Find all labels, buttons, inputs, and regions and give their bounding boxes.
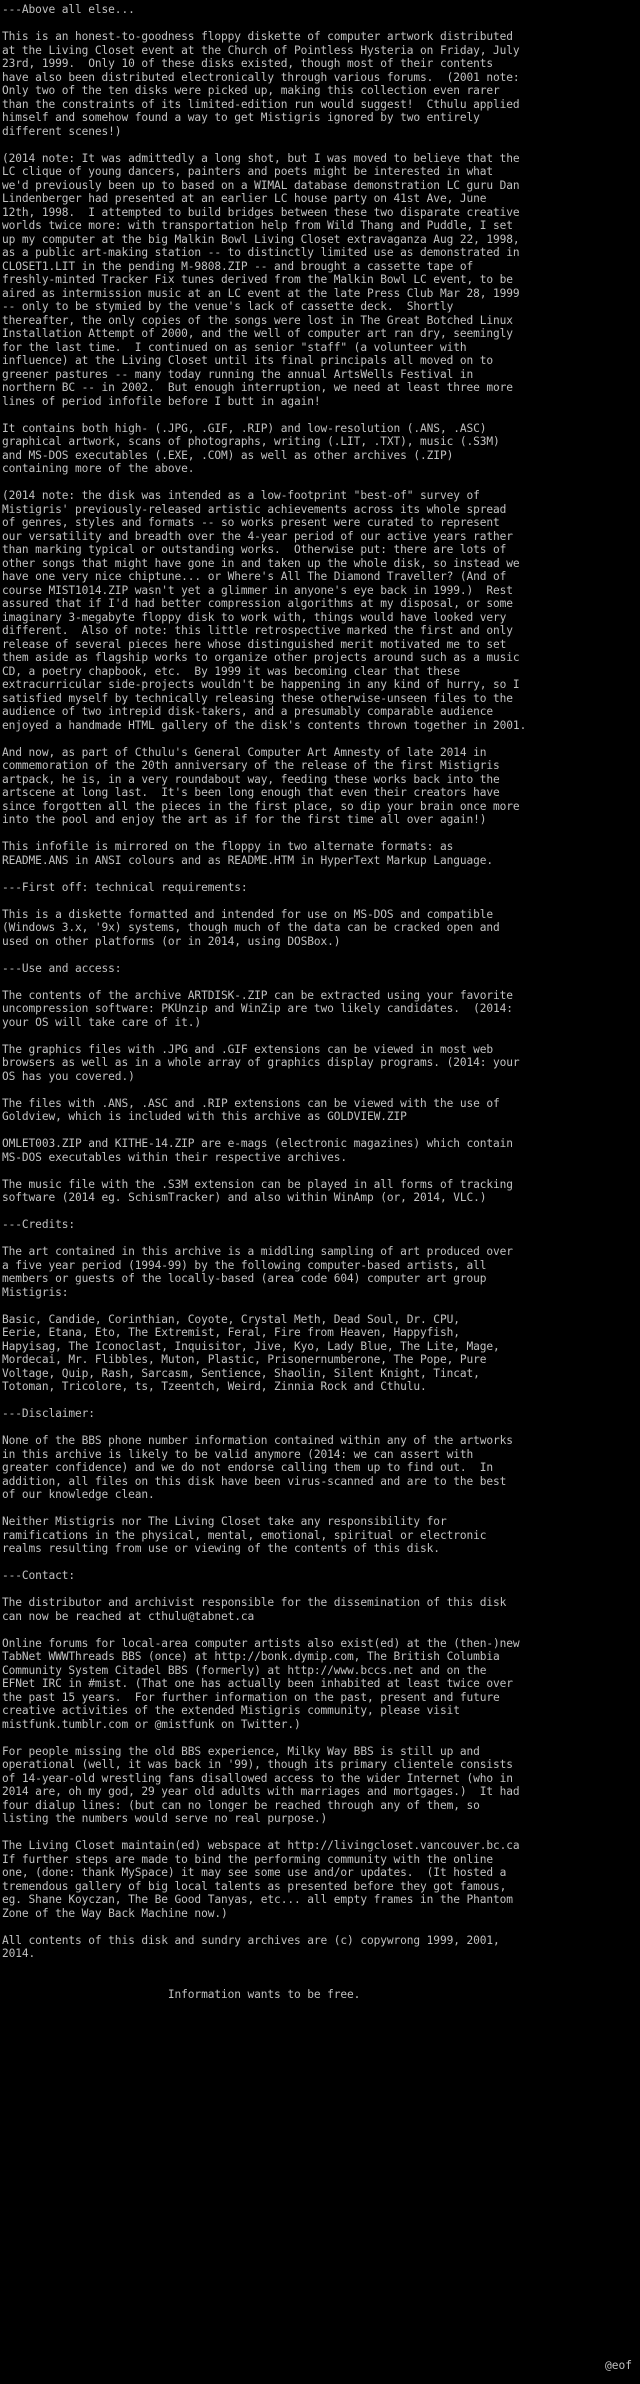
blank-line bbox=[2, 1299, 638, 1313]
blank-line bbox=[2, 975, 638, 989]
text-line: one, (done: thank MySpace) it may see some use and/or updates. (It hosted a bbox=[2, 1866, 507, 1879]
text-line: Eerie, Etana, Eto, The Extremist, Feral, Fire from Heaven, Happyfish, bbox=[2, 1326, 460, 1339]
text-line: The art contained in this archive is a middling sampling of art produced over bbox=[2, 1245, 513, 1258]
text-line: ---Contact: bbox=[2, 1569, 75, 1582]
text-line: browsers as well as in a whole array of graphics display programs. (2014: your bbox=[2, 1056, 520, 1069]
text-line: assured that if I'd had better compression algorithms at my disposal, or some bbox=[2, 597, 513, 610]
text-line: release of several pieces here whose distinguished merit motivated me to set bbox=[2, 637, 507, 651]
blank-line bbox=[2, 1623, 638, 1637]
text-line: OS has you covered.) bbox=[2, 1069, 135, 1083]
text-line: tremendous gallery of big local talents as presented before they got famous, bbox=[2, 1879, 507, 1893]
text-line: than marking typical or outstanding works. Otherwise put: there are lots of bbox=[2, 543, 507, 556]
text-line: Mistigris: bbox=[2, 1285, 69, 1299]
blank-line bbox=[2, 1920, 638, 1934]
blank-line bbox=[2, 17, 638, 31]
text-line: graphical artwork, scans of photographs, writing (.LIT, .TXT), music (.S3M) bbox=[2, 435, 500, 448]
text-line: other songs that might have gone in and taken up the whole disk, so instead we bbox=[2, 556, 520, 570]
text-line: The music file with the .S3M extension can be played in all forms of tracking bbox=[2, 1177, 513, 1191]
text-line: The graphics files with .JPG and .GIF extensions can be viewed in most web bbox=[2, 1042, 494, 1056]
text-line: ---Use and access: bbox=[2, 961, 122, 975]
text-line: satisfied myself by technically releasing these otherwise-unseen files to the bbox=[2, 691, 513, 705]
text-line: 2014 are, oh my god, 29 year old adults with marriages and mortgages.) It had bbox=[2, 1785, 520, 1798]
text-line: into the pool and enjoy the art as if for the first time all over again!) bbox=[2, 813, 487, 826]
text-line: 23rd, 1999. Only 10 of these disks existed, though most of their contents bbox=[2, 57, 494, 70]
text-line: It contains both high- (.JPG, .GIF, .RIP) and low-resolution (.ANS, .ASC) bbox=[2, 421, 487, 435]
text-line: a five year period (1994-99) by the following computer-based artists, all bbox=[2, 1258, 487, 1272]
blank-line bbox=[2, 867, 638, 881]
text-line: members or guests of the locally-based (area code 604) computer art group bbox=[2, 1272, 487, 1285]
text-line: MS-DOS executables within their respective archives. bbox=[2, 1150, 348, 1164]
text-line: influence) at the Living Closet until its final principals all moved on to bbox=[2, 354, 494, 367]
text-line: them aside as flagship works to organize other projects around such as a music bbox=[2, 651, 520, 664]
text-line: our versatility and breadth over the 4-year period of our active years rather bbox=[2, 529, 513, 543]
blank-line bbox=[2, 1232, 638, 1246]
text-line: The Living Closet maintain(ed) webspace at http://livingcloset.vancouver.bc.ca bbox=[2, 1839, 520, 1852]
text-line: Mistigris' previously-released artistic achievements across its whole spread bbox=[2, 502, 507, 516]
text-line: artscene at long last. It's been long enough that even their creators have bbox=[2, 786, 500, 799]
text-line: Neither Mistigris nor The Living Closet take any responsibility for bbox=[2, 1515, 447, 1528]
text-line: EFNet IRC in #mist. (That one has actually been inhabited at least twice over bbox=[2, 1677, 513, 1690]
text-line: audience of two intrepid disk-takers, and a presumably comparable audience bbox=[2, 705, 494, 718]
blank-line bbox=[2, 948, 638, 962]
text-line: This is a diskette formatted and intended for use on MS-DOS and compatible bbox=[2, 907, 494, 921]
text-line: himself and somehow found a way to get Mistigris ignored by two entirely bbox=[2, 111, 480, 124]
text-line: Installation Attempt of 2000, and the well of computer art ran dry, seemingly bbox=[2, 327, 513, 340]
text-line: enjoyed a handmade HTML gallery of the disk's contents thrown together in 2001. bbox=[2, 718, 527, 732]
text-line: And now, as part of Cthulu's General Computer Art Amnesty of late 2014 in bbox=[2, 745, 487, 759]
blank-line bbox=[2, 1421, 638, 1435]
text-line: worlds twice more: with transportation help from Wild Thang and Puddle, I set bbox=[2, 219, 513, 232]
text-line: -- only to be stymied by the venue's lack of cassette deck. Shortly bbox=[2, 300, 454, 313]
text-line: extracurricular side-projects wouldn't be happening in any kind of hurry, so I bbox=[2, 678, 520, 691]
blank-line bbox=[2, 1205, 638, 1219]
text-line: used on other platforms (or in 2014, using DOSBox.) bbox=[2, 934, 341, 948]
blank-line bbox=[2, 894, 638, 908]
text-line: (2014 note: It was admittedly a long shot, but I was moved to believe that the bbox=[2, 151, 520, 165]
text-line: have one very nice chiptune... or Where's All The Diamond Traveller? (And of bbox=[2, 570, 507, 583]
blank-line bbox=[2, 1164, 638, 1178]
text-line: listing the numbers would serve no real purpose.) bbox=[2, 1812, 328, 1825]
text-line: Community System Citadel BBS (formerly) at http://www.bccs.net and on the bbox=[2, 1663, 487, 1677]
text-line: containing more of the above. bbox=[2, 462, 195, 475]
text-line: CD, a poetry chapbook, etc. By 1999 it was becoming clear that these bbox=[2, 664, 460, 678]
text-line: addition, all files on this disk have been virus-scanned and are to the best bbox=[2, 1474, 507, 1488]
text-line: The files with .ANS, .ASC and .RIP extensions can be viewed with the use of bbox=[2, 1096, 500, 1110]
text-line: Goldview, which is included with this archive as GOLDVIEW.ZIP bbox=[2, 1110, 407, 1123]
blank-line bbox=[2, 1124, 638, 1138]
text-line: eg. Shane Koyczan, The Be Good Tanyas, etc... all empty frames in the Phantom bbox=[2, 1893, 513, 1906]
text-line: LC clique of young dancers, painters and poets might be interested in what bbox=[2, 165, 494, 178]
text-line: Mordecai, Mr. Flibbles, Muton, Plastic, Prisonernumberone, The Pope, Pure bbox=[2, 1353, 487, 1366]
text-line: commemoration of the 20th anniversary of the release of the first Mistigris bbox=[2, 759, 500, 772]
text-line: since forgotten all the pieces in the first place, so dip your brain once more bbox=[2, 799, 520, 813]
text-line: and MS-DOS executables (.EXE, .COM) as well as other archives (.ZIP) bbox=[2, 448, 454, 462]
text-line: Basic, Candide, Corinthian, Coyote, Crystal Meth, Dead Soul, Dr. CPU, bbox=[2, 1312, 460, 1326]
text-line: for the last time. I continued on as senior "staff" (a volunteer with bbox=[2, 340, 467, 354]
blank-line bbox=[2, 1083, 638, 1097]
text-line: can now be reached at cthulu@tabnet.ca bbox=[2, 1609, 255, 1623]
blank-line bbox=[2, 732, 638, 746]
text-line: of our knowledge clean. bbox=[2, 1488, 155, 1501]
text-line: ---Disclaimer: bbox=[2, 1407, 95, 1420]
text-line: uncompression software: PKUnzip and WinZip are two likely candidates. (2014: bbox=[2, 1002, 513, 1015]
text-line: For people missing the old BBS experience, Milky Way BBS is still up and bbox=[2, 1744, 480, 1758]
text-line: up my computer at the big Malkin Bowl Living Closet extravaganza Aug 22, 1998, bbox=[2, 232, 520, 246]
text-line: greater confidence) and we do not endorse calling them up to find out. In bbox=[2, 1461, 494, 1474]
text-line: ---First off: technical requirements: bbox=[2, 880, 248, 894]
text-line: The distributor and archivist responsible for the dissemination of this disk bbox=[2, 1596, 507, 1609]
text-line: (Windows 3.x, '9x) systems, though much of the data can be cracked open and bbox=[2, 921, 500, 934]
text-line: four dialup lines: (but can no longer be reached through any of them, so bbox=[2, 1798, 480, 1812]
blank-line bbox=[2, 1583, 638, 1597]
text-line: have also been distributed electronically through various forums. (2001 note: bbox=[2, 70, 520, 84]
text-line: different scenes!) bbox=[2, 124, 122, 138]
text-line: Lindenberger had presented at an earlier LC house party on 41st Ave, June bbox=[2, 192, 487, 205]
text-line: we'd previously been up to based on a WIMAL database demonstration LC guru Dan bbox=[2, 178, 520, 192]
text-line: of genres, styles and formats -- so works present were curated to represent bbox=[2, 516, 500, 529]
blank-line bbox=[2, 1826, 638, 1840]
text-line: Information wants to be free. bbox=[2, 1987, 361, 2001]
eof-marker: @eof bbox=[605, 2358, 632, 2372]
text-line: operational (well, it was back in '99), though its primary clientele consists bbox=[2, 1758, 513, 1771]
text-line: creative activities of the extended Mistigris community, please visit bbox=[2, 1704, 460, 1717]
text-line: aired as intermission music at an LC event at the late Press Club Mar 28, 1999 bbox=[2, 286, 520, 300]
text-line: than the constraints of its limited-edition run would suggest! Cthulu applied bbox=[2, 97, 520, 111]
blank-line bbox=[2, 1502, 638, 1516]
text-line: freshly-minted Tracker Fix tunes derived from the Malkin Bowl LC event, to be bbox=[2, 273, 513, 286]
text-line: ---Credits: bbox=[2, 1218, 75, 1231]
text-line: realms resulting from use or viewing of the contents of this disk. bbox=[2, 1542, 440, 1555]
text-line: mistfunk.tumblr.com or @mistfunk on Twitter.) bbox=[2, 1717, 301, 1731]
text-line: the past 15 years. For further information on the past, present and future bbox=[2, 1690, 500, 1704]
text-line: 2014. bbox=[2, 1947, 36, 1960]
text-line: Totoman, Tricolore, ts, Tzeentch, Weird, Zinnia Rock and Cthulu. bbox=[2, 1380, 427, 1393]
text-line: northern BC -- in 2002. But enough interruption, we need at least three more bbox=[2, 381, 513, 394]
text-line: artpack, he is, in a very roundabout way, feeding these works back into the bbox=[2, 772, 500, 786]
blank-line bbox=[2, 1394, 638, 1408]
text-line: your OS will take care of it.) bbox=[2, 1015, 202, 1029]
text-line: 12th, 1998. I attempted to build bridges between these two disparate creative bbox=[2, 205, 520, 219]
text-line: This is an honest-to-goodness floppy diskette of computer artwork distributed bbox=[2, 30, 513, 43]
text-line: Hapyisag, The Iconoclast, Inquisitor, Jive, Kyo, Lady Blue, The Lite, Mage, bbox=[2, 1339, 500, 1353]
text-line: course MIST1014.ZIP wasn't yet a glimmer in anyone's eye back in 1999.) Rest bbox=[2, 583, 513, 597]
text-line: Voltage, Quip, Rash, Sarcasm, Sentience, Shaolin, Silent Knight, Tincat, bbox=[2, 1366, 480, 1380]
text-line: None of the BBS phone number information contained within any of the artworks bbox=[2, 1434, 513, 1447]
text-line: README.ANS in ANSI colours and as README.HTM in HyperText Markup Language. bbox=[2, 853, 494, 867]
text-line: CLOSET1.LIT in the pending M-9808.ZIP -- and brought a cassette tape of bbox=[2, 259, 474, 273]
blank-line bbox=[2, 1556, 638, 1570]
text-line: in this archive is likely to be valid anymore (2014: we can assert with bbox=[2, 1447, 474, 1461]
text-line: greener pastures -- many today running the annual ArtsWells Festival in bbox=[2, 367, 474, 381]
text-line: Only two of the ten disks were picked up, making this collection even rarer bbox=[2, 84, 500, 97]
text-line: The contents of the archive ARTDISK-.ZIP can be extracted using your favorite bbox=[2, 988, 513, 1002]
blank-line bbox=[2, 476, 638, 490]
text-line: Zone of the Way Back Machine now.) bbox=[2, 1906, 228, 1920]
text-line: ramifications in the physical, mental, emotional, spiritual or electronic bbox=[2, 1528, 487, 1542]
text-line: ---Above all else... bbox=[2, 3, 135, 16]
text-line: as a public art-making station -- to distinctly limited use as demonstrated in bbox=[2, 246, 520, 259]
text-line: OMLET003.ZIP and KITHE-14.ZIP are e-mags (electronic magazines) which contain bbox=[2, 1137, 513, 1150]
blank-line bbox=[2, 138, 638, 152]
blank-line bbox=[2, 1961, 638, 1975]
text-line: (2014 note: the disk was intended as a low-footprint "best-of" survey of bbox=[2, 489, 480, 502]
text-line: of 14-year-old wrestling fans disallowed access to the wider Internet (who in bbox=[2, 1771, 513, 1785]
text-line: at the Living Closet event at the Church of Pointless Hysteria on Friday, July bbox=[2, 43, 520, 57]
text-line: If further steps are made to bind the performing community with the online bbox=[2, 1852, 494, 1866]
blank-line bbox=[2, 408, 638, 422]
blank-line bbox=[2, 1029, 638, 1043]
text-line: different. Also of note: this little retrospective marked the first and only bbox=[2, 624, 513, 637]
text-line: lines of period infofile before I butt in again! bbox=[2, 394, 321, 408]
text-line: Online forums for local-area computer artists also exist(ed) at the (then-)new bbox=[2, 1636, 520, 1650]
text-line: All contents of this disk and sundry archives are (c) copywrong 1999, 2001, bbox=[2, 1933, 500, 1947]
text-line: software (2014 eg. SchismTracker) and also within WinAmp (or, 2014, VLC.) bbox=[2, 1191, 487, 1204]
blank-line bbox=[2, 1974, 638, 1988]
text-line: This infofile is mirrored on the floppy in two alternate formats: as bbox=[2, 840, 454, 853]
blank-line bbox=[2, 1731, 638, 1745]
text-line: thereafter, the only copies of the songs were lost in The Great Botched Linux bbox=[2, 313, 513, 327]
blank-line bbox=[2, 827, 638, 841]
text-line: imaginary 3-megabyte floppy disk to work with, things would have looked very bbox=[2, 610, 507, 624]
text-line: TabNet WWWThreads BBS (once) at http://bonk.dymip.com, The British Columbia bbox=[2, 1650, 500, 1663]
